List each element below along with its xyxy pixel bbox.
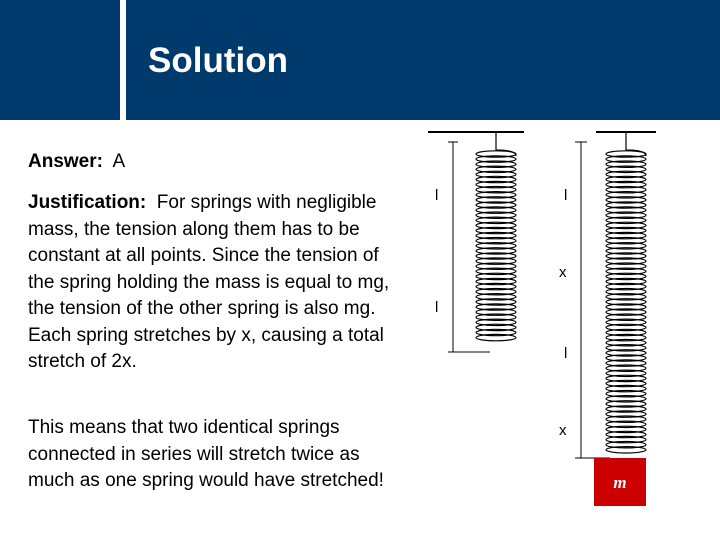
- left-label-upper: l: [435, 187, 439, 204]
- mass-label: m: [613, 473, 627, 492]
- slide-title: Solution: [148, 41, 288, 80]
- left-label-lower: l: [435, 299, 439, 316]
- justification-paragraph: [28, 190, 403, 376]
- right-label-l-lower: l: [564, 345, 568, 362]
- answer-label: Answer:: [28, 151, 103, 172]
- answer-value: A: [112, 151, 126, 172]
- right-label-x-upper: x: [559, 264, 567, 281]
- justification-label: Justification:: [28, 192, 147, 213]
- right-spring-coil: [606, 132, 646, 453]
- right-label-x-lower: x: [559, 422, 567, 439]
- answer-line: [28, 150, 125, 174]
- left-spring-coil: [476, 132, 516, 341]
- header-accent-block: [0, 0, 120, 120]
- conclusion-paragraph: This means that two identical springs connected in series will stretch twice as much as one spring would have stretched!: [28, 417, 384, 491]
- right-label-l-upper: l: [564, 187, 568, 204]
- justification-text: For springs with negligible mass, the tension along them has to be constant at all points. Since the tension of the spring holding the mass is equal to mg, the tension of the other spring is also mg. Each spring stretches by x, causing a total stretch of 2x.: [28, 192, 390, 372]
- spring-diagram: [420, 120, 720, 530]
